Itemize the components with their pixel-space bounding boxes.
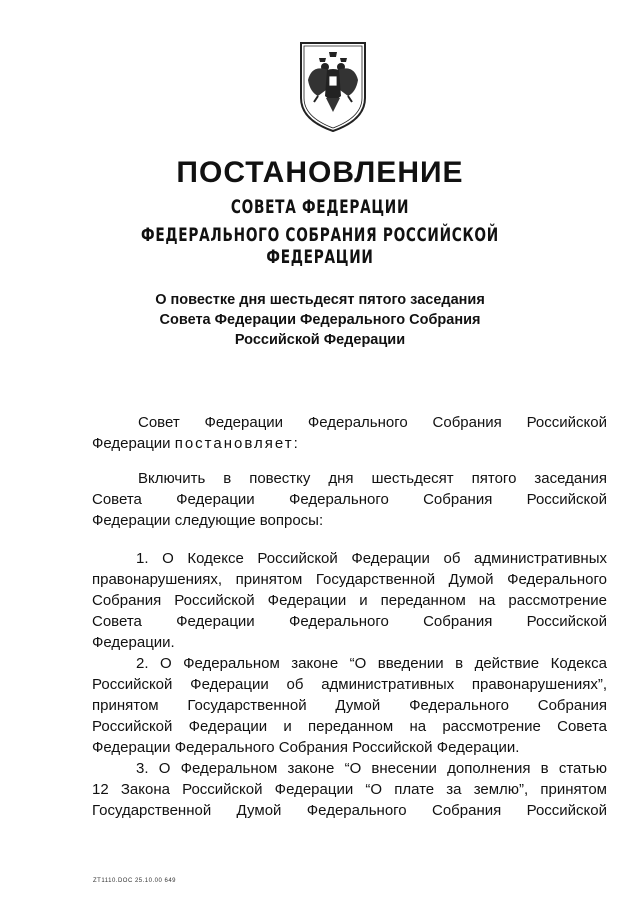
agenda-item-1	[92, 548, 607, 653]
item-line: Российской Федерации и переданном на рассмотрение Совета	[92, 718, 607, 735]
item-line: 3. О Федеральном законе “О внесении дополнения в статью	[136, 760, 607, 777]
item-line: Российской Федерации об административных правонарушениях”,	[92, 676, 607, 693]
item-line: Федерации.	[92, 634, 175, 651]
subject-line: Совета Федерации Федерального Собрания	[159, 312, 481, 328]
item-line: 1. О Кодексе Российской Федерации об административных	[136, 550, 607, 567]
paragraph-line: Совета Федерации Федерального Собрания Российской	[92, 491, 607, 508]
subject-line: О повестке дня шестьдесят пятого заседания	[155, 292, 485, 308]
paragraph-line: Включить в повестку дня шестьдесят пятого заседания	[138, 470, 607, 487]
item-line: Совета Федерации Федерального Собрания Российской	[92, 613, 607, 630]
paragraph-line	[92, 433, 607, 454]
item-line: правонарушениях, принятом Государственной Думой Федерального	[92, 571, 607, 588]
file-code-footer: ZT1110.DOC 25.10.00 649	[93, 878, 176, 884]
paragraph-line: Совет Федерации Федерального Собрания Российской	[138, 414, 607, 431]
item-line: Государственной Думой Федерального Собрания Российской	[92, 802, 607, 819]
item-line: 2. О Федеральном законе “О введении в действие Кодекса	[136, 655, 607, 672]
decision-paragraph	[92, 468, 607, 531]
agenda-item-2	[92, 653, 607, 758]
agenda-item-3	[92, 758, 607, 821]
document-title: ПОСТАНОВЛЕНИЕ	[176, 156, 464, 189]
preamble-verb: постановляет:	[174, 435, 300, 452]
coat-of-arms-emblem	[298, 40, 368, 134]
preamble-paragraph	[92, 412, 607, 454]
item-line: принятом Государственной Думой Федерального Собрания	[92, 697, 607, 714]
subject-line: Российской Федерации	[234, 332, 406, 348]
issuer-line-2: ФЕДЕРАЛЬНОГО СОБРАНИЯ РОССИЙСКОЙ ФЕДЕРАЦИИ	[141, 224, 499, 268]
issuer-line-1: СОВЕТА ФЕДЕРАЦИИ	[230, 196, 410, 218]
resolution-subject	[0, 290, 640, 350]
paragraph-line: Федерации следующие вопросы:	[92, 512, 324, 529]
item-line: Федерации Федерального Собрания Российской Федерации.	[92, 739, 520, 756]
item-line: 12 Закона Российской Федерации “О плате за землю”, принятом	[92, 781, 607, 798]
preamble-subject: Федерации	[92, 435, 171, 452]
item-line: Собрания Российской Федерации и переданном на рассмотрение	[92, 592, 607, 609]
